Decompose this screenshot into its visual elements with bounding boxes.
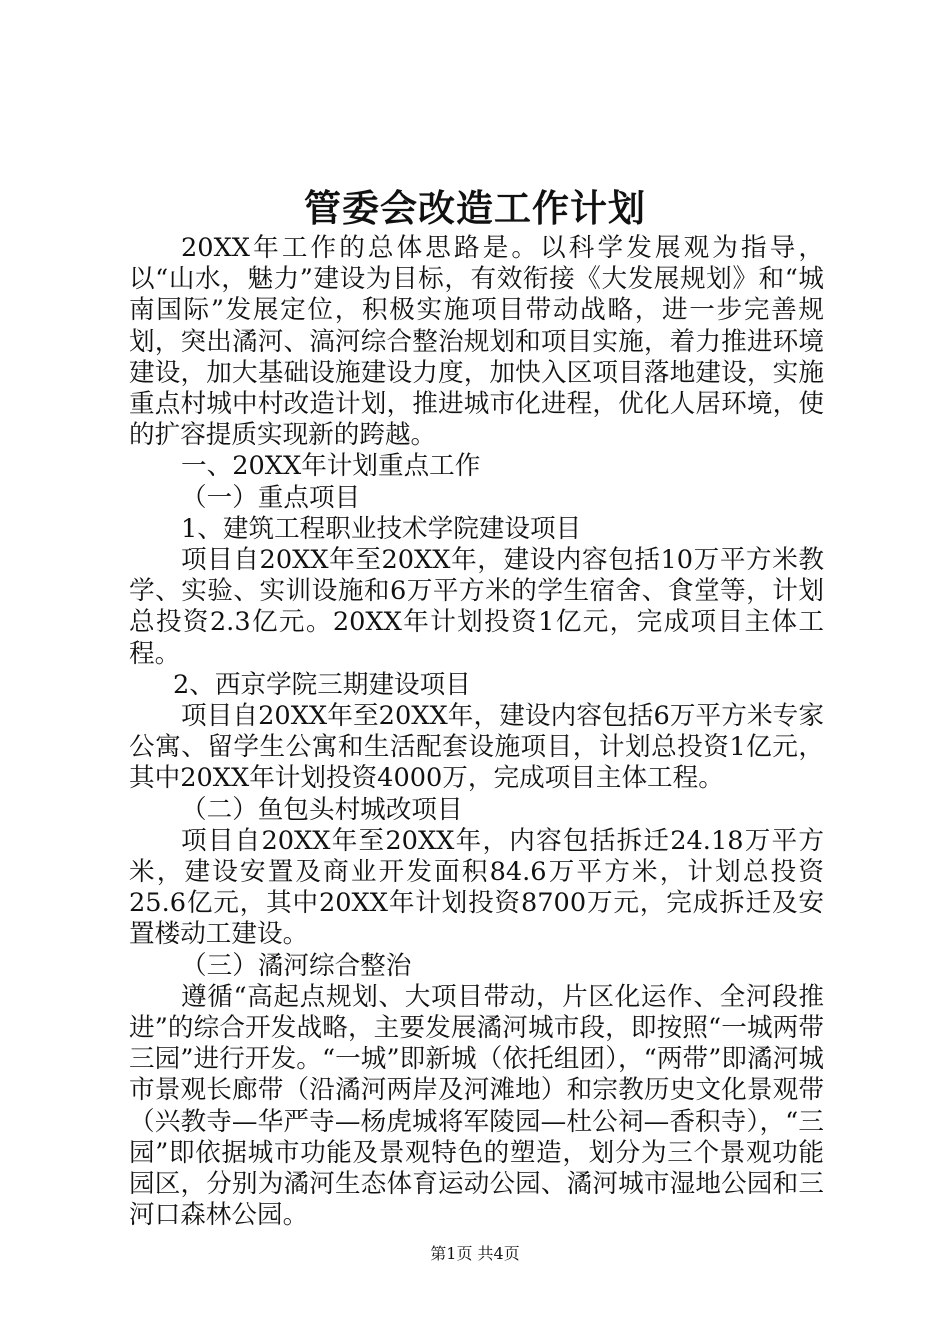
item-heading-2: 2、西京学院三期建设项目	[173, 669, 471, 700]
document-body	[129, 233, 824, 1232]
paragraph-item-2: 项目自20XX年至20XX年，建设内容包括6万平方米专家公寓、留学生公寓和生活配套设施项目，计划总投资1亿元，其中20XX年计划投资4000万，完成项目主体工程。	[129, 701, 824, 794]
item-heading-1: 1、建筑工程职业技术学院建设项目	[181, 513, 582, 544]
subsection-heading-key-projects: （一）重点项目	[181, 482, 361, 513]
paragraph-overview: 20XX年工作的总体思路是。以科学发展观为指导，以“山水，魅力”建设为目标，有效衔接《大发展规划》和“城南国际”发展定位，积极实施项目带动战略，进一步完善规划，突出潏河、滈河综合整治规划和项目实施，着力推进环境建设，加大基础设施建设力度，加快入区项目落地建设，实施重点村城中村改造计划，推进城市化进程，优化人居环境，使的扩容提质实现新的跨越。	[129, 233, 824, 451]
paragraph-item-1: 项目自20XX年至20XX年，建设内容包括10万平方米教学、实验、实训设施和6万平方米的学生宿舍、食堂等，计划总投资2.3亿元。20XX年计划投资1亿元，完成项目主体工程。	[129, 545, 824, 669]
document-title: 管委会改造工作计划	[304, 186, 646, 230]
paragraph-village: 项目自20XX年至20XX年，内容包括拆迁24.18万平方米，建设安置及商业开发面积84.6万平方米，计划总投资25.6亿元，其中20XX年计划投资8700万元，完成拆迁及安置楼动工建设。	[129, 825, 824, 950]
section-heading-1: 一、20XX年计划重点工作	[181, 451, 481, 482]
paragraph-river: 遵循“高起点规划、大项目带动，片区化运作、全河段推进”的综合开发战略，主要发展潏河城市段，即按照“一城两带三园”进行开发。“一城”即新城（依托组团），“两带”即潏河城市景观长廊带（沿潏河两岸及河滩地）和宗教历史文化景观带（兴教寺—华严寺—杨虎城将军陵园—杜公祠—香积寺），“三园”即依据城市功能及景观特色的塑造，划分为三个景观功能园区，分别为潏河生态体育运动公园、潏河城市湿地公园和三河口森林公园。	[129, 981, 824, 1231]
subsection-heading-village: （二）鱼包头村城改项目	[181, 794, 463, 825]
page-footer: 第1页 共4页	[430, 1244, 520, 1263]
subsection-heading-river: （三）潏河综合整治	[181, 950, 412, 981]
